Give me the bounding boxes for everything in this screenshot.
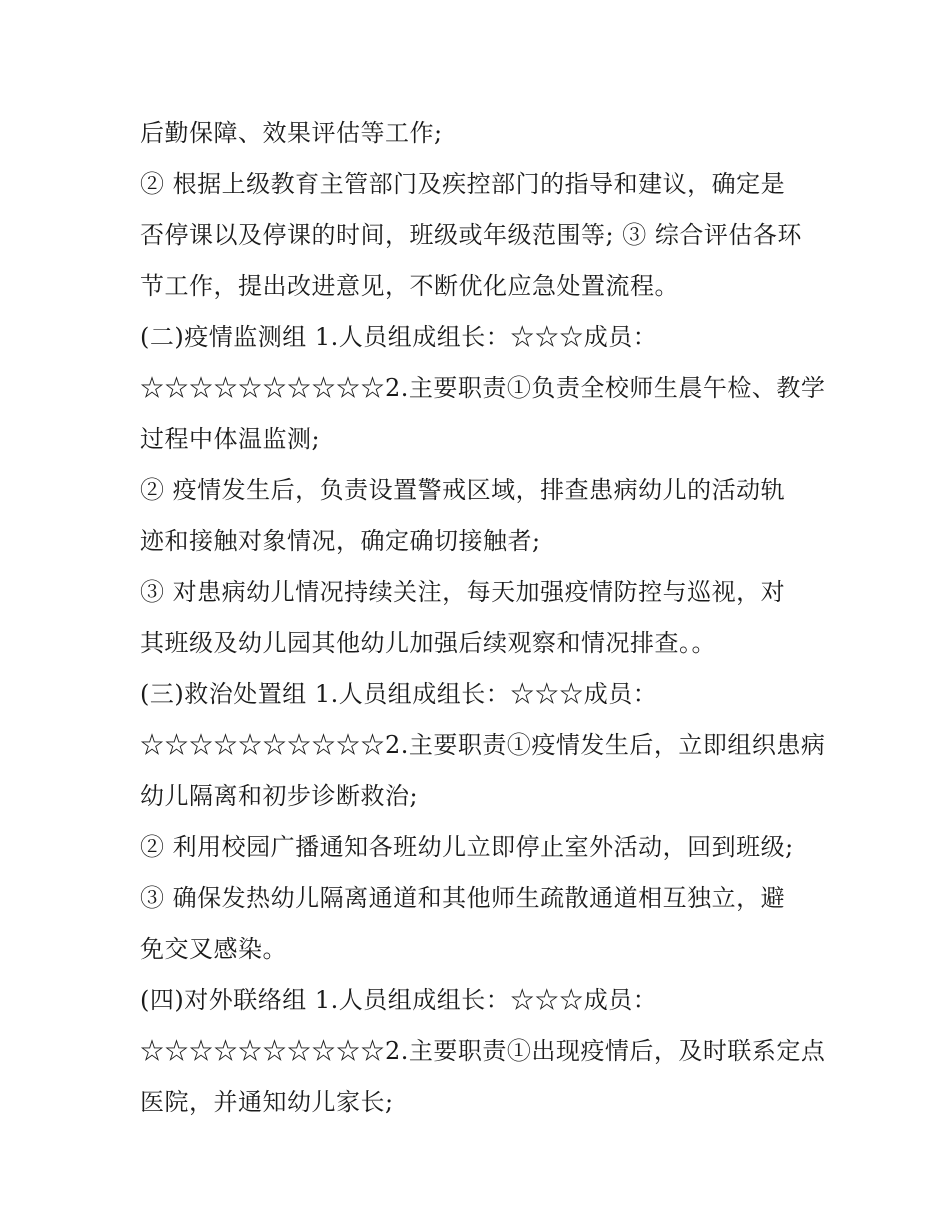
text-line: 节工作，提出改进意见，不断优化应急处置流程。 — [140, 272, 679, 300]
text-line: ② 利用校园广播通知各班幼儿立即停止室外活动，回到班级; — [140, 833, 794, 861]
text-line: 其班级及幼儿园其他幼儿加强后续观察和情况排查。。 — [140, 629, 716, 657]
text-line: 迹和接触对象情况，确定确切接触者; — [140, 527, 541, 555]
section-heading-treatment: (三)救治处置组 1.人员组成组长：☆☆☆成员： — [140, 680, 658, 708]
text-line: 医院，并通知幼儿家长; — [140, 1088, 394, 1116]
text-line: ☆☆☆☆☆☆☆☆☆☆2.主要职责①负责全校师生晨午检、教学 — [140, 374, 826, 402]
text-line: ☆☆☆☆☆☆☆☆☆☆2.主要职责①出现疫情后，及时联系定点 — [140, 1037, 826, 1065]
section-heading-monitoring: (二)疫情监测组 1.人员组成组长：☆☆☆成员： — [140, 323, 658, 351]
text-line: ☆☆☆☆☆☆☆☆☆☆2.主要职责①疫情发生后，立即组织患病 — [140, 731, 826, 759]
section-heading-liaison: (四)对外联络组 1.人员组成组长：☆☆☆成员： — [140, 986, 658, 1014]
text-line: 后勤保障、效果评估等工作; — [140, 119, 443, 147]
text-line: ③ 对患病幼儿情况持续关注，每天加强疫情防控与巡视，对 — [140, 578, 786, 606]
text-line: 幼儿隔离和初步诊断救治; — [140, 782, 419, 810]
text-line: 否停课以及停课的时间，班级或年级范围等; ③ 综合评估各环 — [140, 221, 802, 249]
text-line: 免交叉感染。 — [140, 935, 287, 963]
text-line: ③ 确保发热幼儿隔离通道和其他师生疏散通道相互独立，避 — [140, 884, 786, 912]
text-line: ② 疫情发生后，负责设置警戒区域，排查患病幼儿的活动轨 — [140, 476, 786, 504]
document-body — [140, 108, 826, 1128]
text-line: ② 根据上级教育主管部门及疾控部门的指导和建议，确定是 — [140, 170, 786, 198]
text-line: 过程中体温监测; — [140, 425, 321, 453]
